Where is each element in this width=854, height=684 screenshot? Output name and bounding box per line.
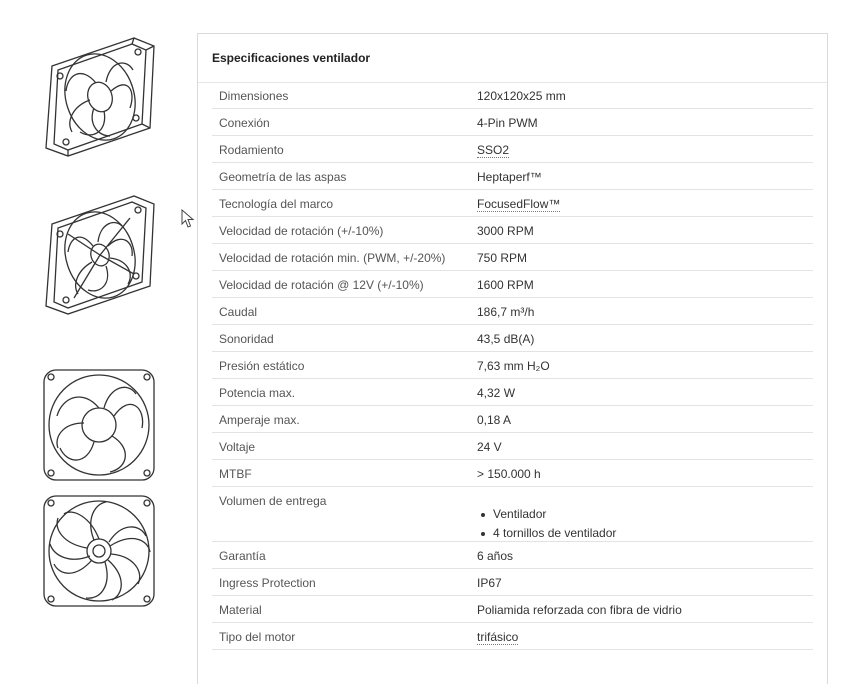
spec-row [212,406,813,433]
spec-label: Material [219,603,262,617]
spec-label: Amperaje max. [219,413,300,427]
spec-value: 4-Pin PWM [477,116,538,130]
spec-table [212,82,813,650]
spec-label: Dimensiones [219,89,289,103]
mouse-pointer-icon [181,209,195,229]
motor-type-link[interactable]: trifásico [477,630,519,644]
frame-technology-link[interactable]: FocusedFlow™ [477,197,561,211]
delivery-list [477,505,616,543]
spec-value: Heptaperf™ [477,170,542,184]
spec-row [212,460,813,487]
spec-label: Potencia max. [219,386,296,400]
spec-value: Poliamida reforzada con fibra de vidrio [477,603,682,617]
spec-label: Sonoridad [219,332,274,346]
spec-row [212,163,813,190]
spec-label: Velocidad de rotación @ 12V (+/-10%) [219,278,424,292]
spec-label: Rodamiento [219,143,284,157]
spec-label: Geometría de las aspas [219,170,347,184]
spec-value: 120x120x25 mm [477,89,566,103]
spec-label: Velocidad de rotación min. (PWM, +/-20%) [219,251,446,265]
spec-row [212,136,813,163]
fan-front-flat-icon[interactable] [42,368,156,482]
spec-row [212,271,813,298]
spec-value: 186,7 m³/h [477,305,535,319]
spec-row [212,244,813,271]
spec-row [212,325,813,352]
bearing-link[interactable]: SSO2 [477,143,510,157]
spec-value: > 150.000 h [477,467,541,481]
list-item: Ventilador [477,505,616,524]
spec-value: 6 años [477,549,514,563]
spec-row [212,623,813,650]
spec-row [212,542,813,569]
spec-row [212,379,813,406]
fan-back-flat-icon[interactable] [42,494,156,608]
spec-row [212,298,813,325]
fan-back-perspective-icon[interactable] [38,194,160,316]
spec-label: Voltaje [219,440,256,454]
spec-value: 3000 RPM [477,224,534,238]
spec-value: IP67 [477,576,502,590]
panel-title: Especificaciones ventilador [212,51,371,65]
spec-value: 750 RPM [477,251,528,265]
spec-row [212,352,813,379]
spec-row [212,109,813,136]
spec-label: Tecnología del marco [219,197,334,211]
spec-value: 43,5 dB(A) [477,332,535,346]
spec-label: Caudal [219,305,258,319]
spec-value: 4,32 W [477,386,516,400]
spec-row [212,569,813,596]
spec-label: Velocidad de rotación (+/-10%) [219,224,384,238]
spec-label: Garantía [219,549,266,563]
spec-value: 1600 RPM [477,278,534,292]
spec-row [212,433,813,460]
spec-label: MTBF [219,467,252,481]
spec-value: 7,63 mm H₂O [477,359,550,373]
spec-label: Ingress Protection [219,576,316,590]
spec-label: Volumen de entrega [219,494,327,508]
spec-label: Presión estático [219,359,305,373]
spec-label: Tipo del motor [219,630,296,644]
fan-front-perspective-icon[interactable] [38,36,160,158]
list-item: 4 tornillos de ventilador [477,524,616,543]
spec-row [212,217,813,244]
spec-row [212,596,813,623]
spec-row-delivery [212,487,813,542]
spec-value: 24 V [477,440,502,454]
spec-panel [197,33,828,684]
spec-row [212,82,813,109]
spec-row [212,190,813,217]
spec-label: Conexión [219,116,270,130]
spec-value: 0,18 A [477,413,512,427]
